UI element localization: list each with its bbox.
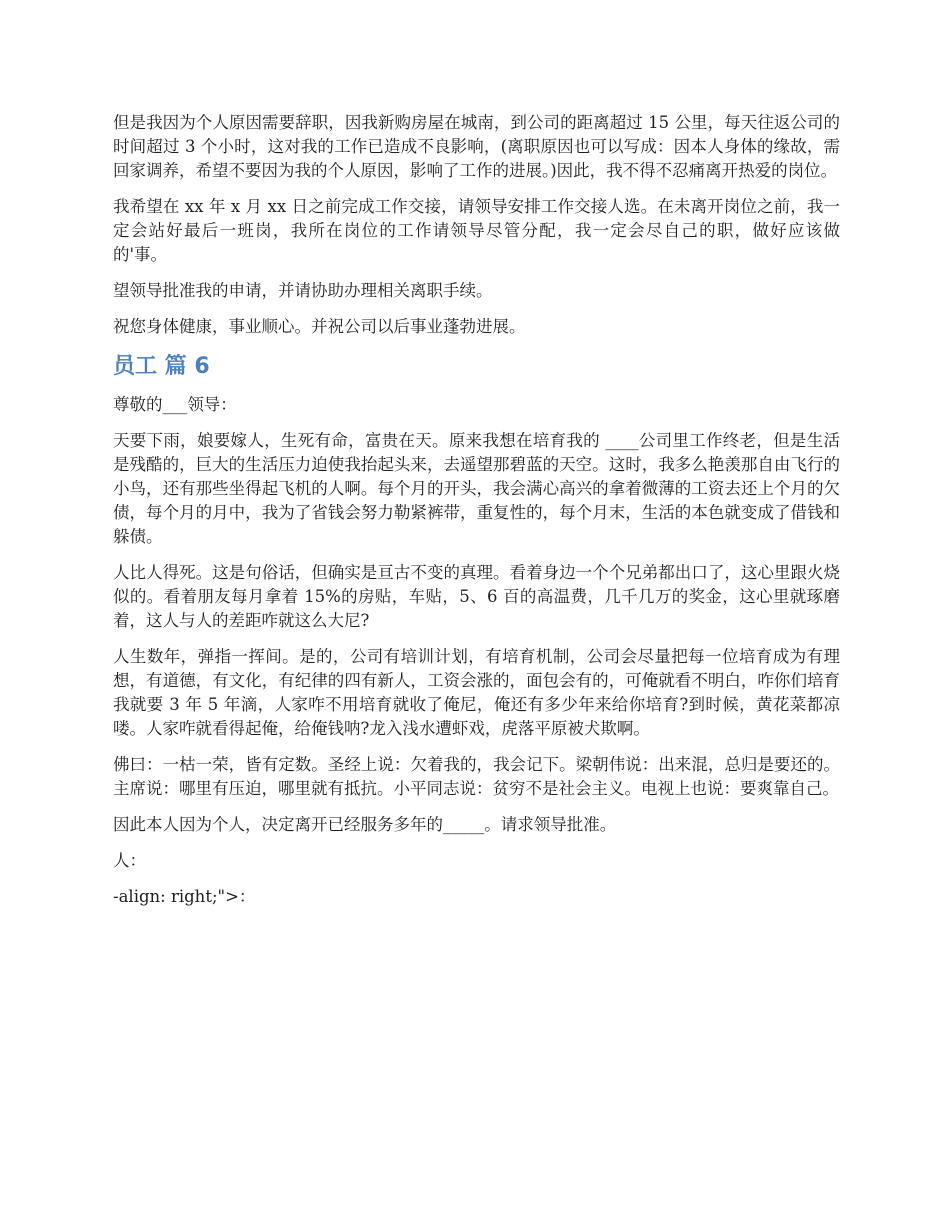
document-page (113, 111, 840, 921)
paragraph-intro: 天要下雨，娘要嫁人，生死有命，富贵在天。原来我想在培育我的 ____公司里工作终老，但是生活是残酷的，巨大的生活压力迫使我抬起头来，去遥望那碧蓝的天空。这时，我多么艳羡那自由飞行的小鸟，还有那些坐得起飞机的人啊。每个月的开头，我会满心高兴的拿着微薄的工资去还上个月的欠债，每个月的月中，我为了省钱会努力勒紧裤带，重复性的，每个月末，生活的本色就变成了借钱和躲债。 (113, 431, 840, 546)
date-line: -align: right;">： (113, 887, 256, 906)
paragraph-decision: 因此本人因为个人，决定离开已经服务多年的_____。请求领导批准。 (113, 815, 617, 834)
paragraph-request-approval: 望领导批准我的申请，并请协助办理相关离职手续。 (113, 281, 493, 300)
section-heading: 员工 篇 6 (113, 354, 210, 379)
signature-line: 人： (113, 851, 146, 870)
paragraph-comparison: 人比人得死。这是句俗话，但确实是亘古不变的真理。看着身边一个个兄弟都出口了，这心里跟火烧似的。看着朋友每月拿着 15%的房贴，车贴，5、6 百的高温费，几千几万的奖金，这心里就琢磨着，这人与人的差距咋就这么大尼? (113, 563, 840, 630)
paragraph-reason: 但是我因为个人原因需要辞职，因我新购房屋在城南，到公司的距离超过 15 公里，每天往返公司的时间超过 3 个小时，这对我的工作已造成不良影响，(离职原因也可以写成：因本人身体的缘故，需回家调养，希望不要因为我的个人原因，影响了工作的进展。)因此，我不得不忍痛离开热爱的岗位。 (113, 113, 840, 180)
salutation: 尊敬的___领导： (113, 395, 237, 414)
paragraph-handover: 我希望在 xx 年 x 月 xx 日之前完成工作交接，请领导安排工作交接人选。在未离开岗位之前，我一定会站好最后一班岗，我所在岗位的工作请领导尽管分配，我一定会尽自己的职，做好应该做的'事。 (113, 197, 840, 264)
paragraph-quotes: 佛曰：一枯一荣，皆有定数。圣经上说：欠着我的，我会记下。梁朝伟说：出来混，总归是要还的。主席说：哪里有压迫，哪里就有抵抗。小平同志说：贫穷不是社会主义。电视上也说：要爽靠自己。 (113, 755, 840, 798)
paragraph-closing-wishes: 祝您身体健康，事业顺心。并祝公司以后事业蓬勃进展。 (113, 317, 526, 336)
paragraph-training: 人生数年，弹指一挥间。是的，公司有培训计划，有培育机制，公司会尽量把每一位培育成为有理想，有道德，有文化，有纪律的四有新人，工资会涨的，面包会有的，可俺就看不明白，咋你们培育我就要 3 年 5 年滴，人家咋不用培育就收了俺尼，俺还有多少年来给你培育?到时候，黄花菜都凉喽。人家咋就看得起俺，给俺钱呐?龙入浅水遭虾戏，虎落平原被犬欺啊。 (113, 647, 840, 738)
